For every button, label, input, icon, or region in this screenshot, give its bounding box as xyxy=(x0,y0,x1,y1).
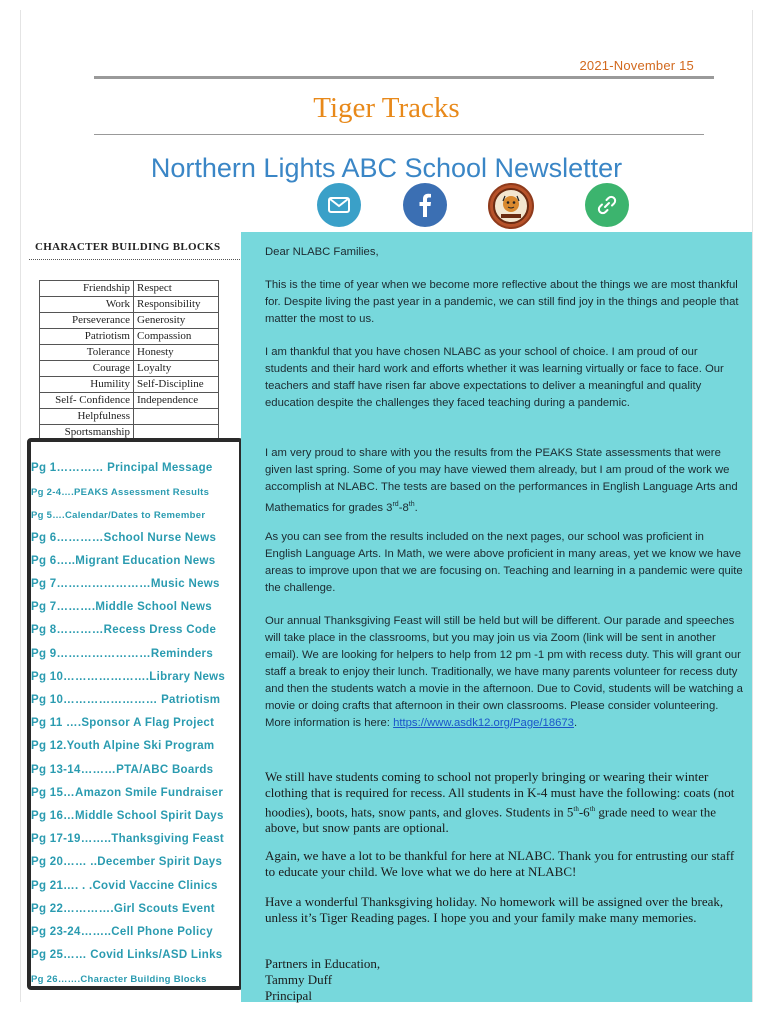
character-row xyxy=(40,297,219,313)
table-of-contents xyxy=(27,438,243,990)
character-trait: Work xyxy=(40,297,134,313)
character-row xyxy=(40,345,219,361)
toc-item[interactable]: Pg 6…………School Nurse News xyxy=(31,531,217,544)
character-trait: Tolerance xyxy=(40,345,134,361)
letter-paragraph: This is the time of year when we become more reflective about the things we are most thankful for. Despite living the past year in a pandemic, we can still find joy in the things and people that matter the most to us. xyxy=(265,279,739,325)
character-trait: Friendship xyxy=(40,281,134,297)
letter-paragraph: As you can see from the results included on the next pages, our school was proficient in English Language Arts. In Math, we were above proficient in many areas, yet we know we have areas to improve upon that we are focusing on. Teaching and learning in a pandemic were quite the challenge. xyxy=(265,531,743,594)
character-trait: Sportsmanship xyxy=(40,425,134,441)
letter-paragraph: We still have students coming to school not properly bringing or wearing their winter clothing that is required for recess. All students in K-4 must have the following: coats (not hoodies), boots, hats, snow pants, and gloves. Students in 5th-6th grade need to wear the above, but snow pants are optional. xyxy=(265,769,735,836)
toc-item[interactable]: Pg 17-19……..Thanksgiving Feast xyxy=(31,833,225,846)
character-blocks-title: CHARACTER BUILDING BLOCKS xyxy=(35,241,221,253)
toc-item[interactable]: Pg 22………….Girl Scouts Event xyxy=(31,902,215,915)
signature-title: Principal xyxy=(265,988,312,1003)
dotted-divider xyxy=(29,259,244,260)
toc-item[interactable]: Pg 13-14………PTA/ABC Boards xyxy=(31,763,214,776)
character-trait: Patriotism xyxy=(40,329,134,345)
character-row xyxy=(40,361,219,377)
character-row xyxy=(40,313,219,329)
character-trait: Independence xyxy=(134,393,219,409)
character-row xyxy=(40,377,219,393)
issue-date: 2021-November 15 xyxy=(579,58,694,73)
letter-paragraph: Again, we have a lot to be thankful for here at NLABC. Thank you for entrusting our staff to educate your child. We love what we do here at NLABC! xyxy=(265,848,735,879)
title-divider xyxy=(94,134,704,135)
toc-item[interactable]: Pg 5….Calendar/Dates to Remember xyxy=(31,510,206,522)
top-divider xyxy=(94,76,714,79)
social-icons xyxy=(21,183,752,233)
character-trait: Helpfulness xyxy=(40,409,134,425)
character-trait xyxy=(134,409,219,425)
character-trait: Courage xyxy=(40,361,134,377)
toc-item[interactable]: Pg 2-4….PEAKS Assessment Results xyxy=(31,487,210,499)
info-link[interactable]: https://www.asdk12.org/Page/18673 xyxy=(393,717,574,729)
character-trait: Responsibility xyxy=(134,297,219,313)
newsletter-title: Tiger Tracks xyxy=(313,92,460,124)
character-row xyxy=(40,281,219,297)
toc-item[interactable]: Pg 9……………………Reminders xyxy=(31,647,214,660)
character-trait: Loyalty xyxy=(134,361,219,377)
character-trait: Generosity xyxy=(134,313,219,329)
toc-item[interactable]: Pg 6…..Migrant Education News xyxy=(31,554,216,567)
letter-paragraph: I am very proud to share with you the results from the PEAKS State assessments that were given last spring. Some of you may have viewed them already, but I am proud of the work we accomplish at NLABC. The tests are based on the performances in English Language Arts and Mathematics for grades 3rd-8th. xyxy=(265,447,738,514)
signature-name: Tammy Duff xyxy=(265,972,333,987)
character-trait: Compassion xyxy=(134,329,219,345)
signature-line: Partners in Education, xyxy=(265,956,381,971)
toc-item[interactable]: Pg 7……………………Music News xyxy=(31,578,220,590)
character-row xyxy=(40,409,219,425)
toc-item[interactable]: Pg 1………… Principal Message xyxy=(31,462,213,474)
link-icon[interactable] xyxy=(585,183,629,227)
facebook-icon[interactable] xyxy=(403,183,447,227)
character-trait: Honesty xyxy=(134,345,219,361)
character-trait: Self-Discipline xyxy=(134,377,219,393)
character-trait: Humility xyxy=(40,377,134,393)
character-blocks-table xyxy=(39,280,219,441)
newsletter-page xyxy=(20,10,753,1002)
toc-item[interactable]: Pg 16…Middle School Spirit Days xyxy=(31,810,224,822)
character-row xyxy=(40,393,219,409)
toc-item[interactable]: Pg 10………………….Library News xyxy=(31,670,226,683)
toc-item[interactable]: Pg 8…………Recess Dress Code xyxy=(31,624,217,637)
toc-item[interactable]: Pg 15…Amazon Smile Fundraiser xyxy=(31,786,224,799)
character-row xyxy=(40,329,219,345)
toc-item[interactable]: Pg 10…………………… Patriotism xyxy=(31,694,221,706)
character-trait: Self- Confidence xyxy=(40,393,134,409)
character-trait: Respect xyxy=(134,281,219,297)
letter-paragraph: I am thankful that you have chosen NLABC as your school of choice. I am proud of our students and their hard work and efforts whether it was learning virtually or face to face. Our teachers and staff have risen far above expectations to deliver a meaningful and quality education despite the challenges they faced teaching during a pandemic. xyxy=(265,346,724,409)
toc-item[interactable]: Pg 21…. . .Covid Vaccine Clinics xyxy=(31,879,218,892)
toc-item[interactable]: Pg 7……….Middle School News xyxy=(31,601,212,614)
toc-item[interactable]: Pg 23-24……..Cell Phone Policy xyxy=(31,926,213,938)
letter-greeting: Dear NLABC Families, xyxy=(265,246,379,258)
character-trait: Perseverance xyxy=(40,313,134,329)
toc-item[interactable]: Pg 26…….Character Building Blocks xyxy=(31,974,207,986)
mail-icon[interactable] xyxy=(317,183,361,227)
toc-item[interactable]: Pg 11 ….Sponsor A Flag Project xyxy=(31,717,215,730)
toc-item[interactable]: Pg 25…… Covid Links/ASD Links xyxy=(31,949,223,962)
toc-item[interactable]: Pg 12.Youth Alpine Ski Program xyxy=(31,740,215,753)
letter-paragraph: Our annual Thanksgiving Feast will still be held but will be different. Our parade and speeches will take place in the classrooms, but you may join us via Zoom (link will be sent in another email). We are looking for helpers to help from 12 pm -1 pm with recess duty. This will grant our staff a break to enjoy their lunch. Traditionally, we have many parents volunteer for recess duty and then the students watch a movie in the afternoon. Due to Covid, students will be watching a movie or doing crafts that afternoon in their own classrooms. Please consider volunteering. More information is here: https://www.asdk12.org/Page/18673. xyxy=(265,615,743,729)
school-logo[interactable] xyxy=(488,183,534,229)
letter-paragraph: Have a wonderful Thanksgiving holiday. No homework will be assigned over the break, unless it’s Tiger Reading pages. I hope you and your family make many memories. xyxy=(265,894,724,925)
newsletter-subtitle: Northern Lights ABC School Newsletter xyxy=(150,153,623,183)
toc-item[interactable]: Pg 20…… ..December Spirit Days xyxy=(31,856,223,869)
principal-letter-panel xyxy=(241,232,752,1002)
